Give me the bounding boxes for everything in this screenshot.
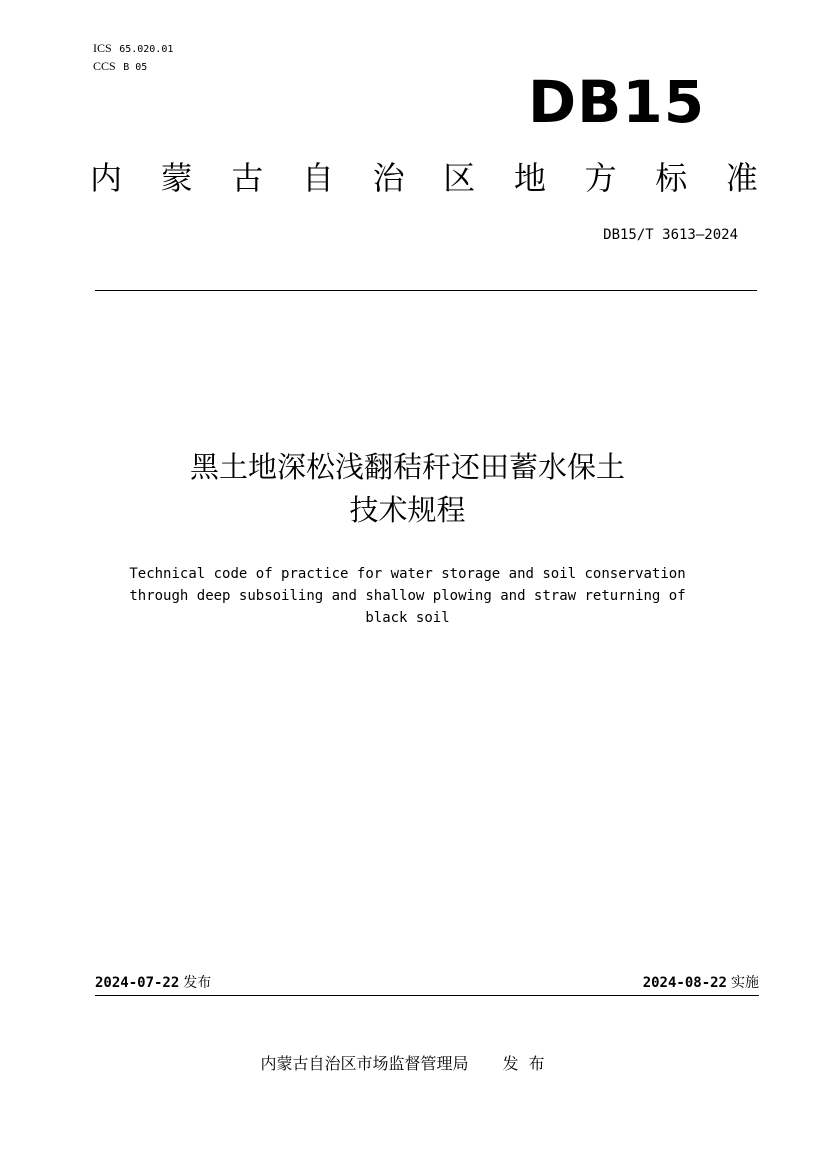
issuer-line xyxy=(0,1052,815,1076)
dates-row xyxy=(95,972,759,994)
dates-divider xyxy=(95,995,759,996)
ccs-code-line xyxy=(93,58,173,76)
category-char: 蒙 xyxy=(160,159,193,197)
category-char: 内 xyxy=(90,159,123,197)
category-char: 区 xyxy=(443,159,476,197)
category-char: 标 xyxy=(655,159,688,197)
standard-category-title xyxy=(90,158,758,198)
chinese-title-line-1: 黑土地深松浅翻秸秆还田蓄水保土 xyxy=(189,450,625,484)
issue-date: 2024-07-22 xyxy=(95,975,180,991)
classification-codes xyxy=(93,40,173,76)
chinese-title-line-2: 技术规程 xyxy=(349,493,466,527)
english-title-line-2: through deep subsoiling and shallow plowing and straw returning of xyxy=(129,588,686,604)
category-char: 地 xyxy=(513,159,546,197)
chinese-title xyxy=(0,446,815,532)
ccs-value: B 05 xyxy=(123,62,148,73)
issuer-action: 发布 xyxy=(502,1054,555,1073)
category-char: 治 xyxy=(372,159,405,197)
issue-date-block xyxy=(95,972,211,994)
ccs-label: CCS xyxy=(93,59,116,73)
standard-number: DB15/T 3613—2024 xyxy=(603,227,738,243)
category-char: 准 xyxy=(725,159,758,197)
ics-value: 65.020.01 xyxy=(119,44,174,55)
issuing-authority: 内蒙古自治区市场监督管理局 xyxy=(260,1054,469,1073)
english-title-line-1: Technical code of practice for water storage and soil conservation xyxy=(129,566,686,582)
english-title xyxy=(0,563,815,629)
effective-date-block xyxy=(643,972,759,994)
ics-label: ICS xyxy=(93,41,112,55)
header-divider xyxy=(95,290,757,291)
effective-label: 实施 xyxy=(731,975,759,991)
ics-code-line xyxy=(93,40,173,58)
db-standard-logo: DB15 xyxy=(528,68,706,136)
category-char: 古 xyxy=(231,159,264,197)
effective-date: 2024-08-22 xyxy=(642,975,727,991)
issue-label: 发布 xyxy=(183,975,212,991)
english-title-line-3: black soil xyxy=(365,610,450,626)
category-char: 自 xyxy=(301,159,334,197)
category-char: 方 xyxy=(584,159,617,197)
